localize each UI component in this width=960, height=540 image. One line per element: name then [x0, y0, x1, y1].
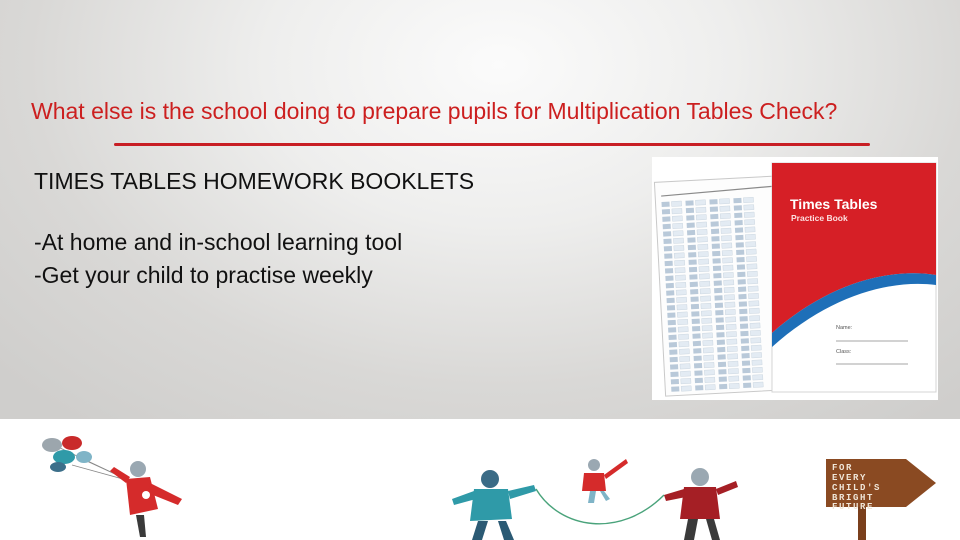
booklet-cover: [772, 163, 936, 392]
child-figure-red: [110, 461, 182, 537]
title-underline: [114, 143, 870, 146]
sign-line: FOR: [832, 463, 854, 473]
sign-line: BRIGHT: [832, 493, 875, 503]
sign-line: CHILD'S: [832, 483, 882, 493]
worksheet-page: [654, 176, 791, 396]
child-figure-teal: [452, 470, 536, 540]
section-heading: TIMES TABLES HOMEWORK BOOKLETS: [34, 168, 475, 194]
cover-title: Times Tables: [790, 196, 878, 212]
footer-artwork: [0, 419, 960, 540]
signpost: [826, 459, 936, 540]
child-figure-darkred: [664, 468, 738, 540]
slide-title: What else is the school doing to prepare pupils for Multiplication Tables Check?: [31, 98, 838, 124]
times-tables-booklet-image: [652, 157, 938, 400]
bullet-item: -Get your child to practise weekly: [34, 262, 373, 288]
jump-rope: [536, 489, 664, 524]
sign-line: FUTURE: [832, 502, 875, 512]
footer-banner: [0, 419, 960, 540]
bullet-item: -At home and in-school learning tool: [34, 229, 403, 255]
sign-line: EVERY: [832, 473, 868, 483]
cover-subtitle: Practice Book: [791, 213, 848, 223]
name-label: Name:: [836, 325, 853, 331]
class-label: Class:: [836, 349, 852, 355]
child-figure-small: [582, 459, 628, 503]
